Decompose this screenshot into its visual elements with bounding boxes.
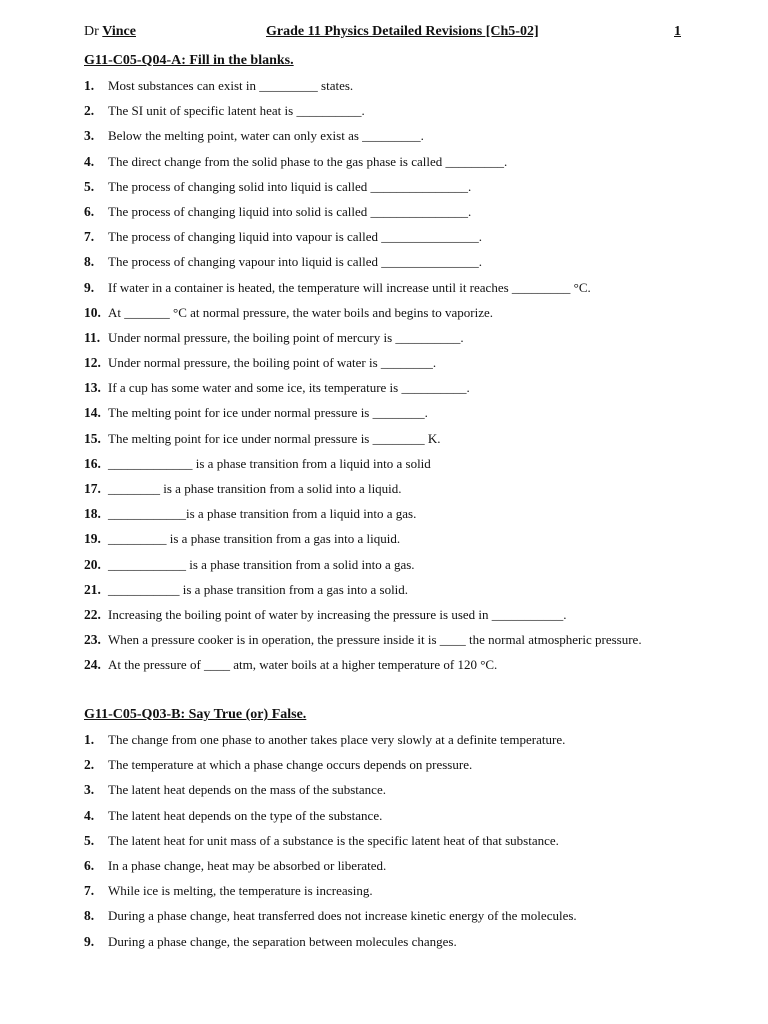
question-number: 5. bbox=[84, 832, 95, 848]
question-number: 4. bbox=[84, 807, 95, 823]
question-number: 24. bbox=[84, 657, 101, 673]
question-number: 6. bbox=[84, 857, 95, 873]
question-text: The process of changing vapour into liquid is called _______________. bbox=[108, 254, 483, 270]
question-item bbox=[84, 807, 724, 832]
question-text: In a phase change, heat may be absorbed or liberated. bbox=[108, 857, 387, 873]
question-item bbox=[84, 178, 724, 203]
author bbox=[84, 24, 136, 40]
question-text: The latent heat for unit mass of a substance is the specific latent heat of that substance. bbox=[108, 832, 559, 848]
question-number: 10. bbox=[84, 304, 101, 320]
fill-in-blanks-list bbox=[84, 77, 724, 682]
question-number: 18. bbox=[84, 506, 101, 522]
question-item bbox=[84, 581, 724, 606]
question-item bbox=[84, 77, 724, 102]
question-text: _________ is a phase transition from a gas into a liquid. bbox=[108, 531, 401, 547]
question-number: 14. bbox=[84, 405, 101, 421]
question-text: If water in a container is heated, the temperature will increase until it reaches _________ °C. bbox=[108, 279, 591, 295]
question-item bbox=[84, 731, 724, 756]
page-number: 1 bbox=[674, 24, 681, 39]
question-item bbox=[84, 430, 724, 455]
question-number: 17. bbox=[84, 481, 101, 496]
author-prefix: Dr bbox=[84, 24, 99, 39]
question-text: The latent heat depends on the type of the substance. bbox=[108, 807, 383, 823]
question-text: _____________ is a phase transition from a liquid into a solid bbox=[108, 455, 431, 471]
question-item bbox=[84, 882, 724, 907]
question-item bbox=[84, 480, 724, 505]
question-number: 2. bbox=[84, 757, 95, 773]
question-text: ____________is a phase transition from a liquid into a gas. bbox=[108, 506, 417, 522]
page-header bbox=[84, 24, 684, 46]
question-number: 21. bbox=[84, 581, 101, 597]
question-text: The change from one phase to another takes place very slowly at a definite temperature. bbox=[108, 732, 566, 747]
question-text: The temperature at which a phase change occurs depends on pressure. bbox=[108, 757, 473, 773]
question-text: ____________ is a phase transition from a solid into a gas. bbox=[108, 556, 415, 572]
true-false-list bbox=[84, 731, 724, 958]
author-name: Vince bbox=[102, 24, 136, 39]
question-item bbox=[84, 907, 724, 932]
question-number: 1. bbox=[84, 78, 95, 93]
question-text: ________ is a phase transition from a solid into a liquid. bbox=[108, 481, 402, 496]
question-text: The process of changing solid into liquid is called _______________. bbox=[108, 178, 472, 194]
question-item bbox=[84, 253, 724, 278]
question-number: 7. bbox=[84, 883, 95, 899]
question-text: At _______ °C at normal pressure, the water boils and begins to vaporize. bbox=[108, 304, 493, 320]
question-item bbox=[84, 354, 724, 379]
question-text: The latent heat depends on the mass of the substance. bbox=[108, 782, 386, 798]
question-item bbox=[84, 631, 724, 656]
document-title: Grade 11 Physics Detailed Revisions [Ch5-02] bbox=[266, 24, 539, 39]
question-item bbox=[84, 756, 724, 781]
question-item bbox=[84, 127, 724, 152]
question-number: 13. bbox=[84, 380, 101, 396]
question-item bbox=[84, 530, 724, 555]
question-text: Most substances can exist in _________ states. bbox=[108, 78, 354, 93]
question-item bbox=[84, 228, 724, 253]
question-number: 20. bbox=[84, 556, 101, 572]
question-number: 8. bbox=[84, 254, 95, 270]
question-item bbox=[84, 556, 724, 581]
question-text: During a phase change, heat transferred does not increase kinetic energy of the molecules. bbox=[108, 908, 577, 924]
question-item bbox=[84, 379, 724, 404]
question-item bbox=[84, 404, 724, 429]
question-item bbox=[84, 933, 724, 958]
question-item bbox=[84, 505, 724, 530]
section-a-title: G11-C05-Q04-A: Fill in the blanks. bbox=[84, 53, 294, 68]
question-item bbox=[84, 203, 724, 228]
question-text: The SI unit of specific latent heat is __________. bbox=[108, 103, 365, 119]
question-item bbox=[84, 832, 724, 857]
question-number: 1. bbox=[84, 732, 95, 747]
question-number: 15. bbox=[84, 430, 101, 446]
question-number: 19. bbox=[84, 531, 101, 547]
question-item bbox=[84, 329, 724, 354]
question-item bbox=[84, 102, 724, 127]
question-number: 12. bbox=[84, 355, 101, 371]
question-text: The melting point for ice under normal pressure is ________ K. bbox=[108, 430, 441, 446]
question-item bbox=[84, 606, 724, 631]
question-number: 22. bbox=[84, 606, 101, 622]
question-number: 3. bbox=[84, 128, 95, 144]
question-text: The melting point for ice under normal pressure is ________. bbox=[108, 405, 428, 421]
question-item bbox=[84, 857, 724, 882]
question-text: If a cup has some water and some ice, its temperature is __________. bbox=[108, 380, 470, 396]
question-item bbox=[84, 455, 724, 480]
question-text: While ice is melting, the temperature is increasing. bbox=[108, 883, 373, 899]
question-text: Under normal pressure, the boiling point of water is ________. bbox=[108, 355, 437, 371]
question-number: 8. bbox=[84, 908, 95, 924]
question-text: The direct change from the solid phase to the gas phase is called _________. bbox=[108, 153, 508, 169]
question-number: 3. bbox=[84, 782, 95, 798]
question-number: 9. bbox=[84, 279, 95, 295]
question-text: At the pressure of ____ atm, water boils at a higher temperature of 120 °C. bbox=[108, 657, 498, 673]
question-number: 23. bbox=[84, 632, 101, 648]
question-number: 5. bbox=[84, 178, 95, 194]
question-text: ___________ is a phase transition from a gas into a solid. bbox=[108, 581, 409, 597]
question-number: 6. bbox=[84, 203, 95, 219]
question-number: 2. bbox=[84, 103, 95, 119]
question-number: 9. bbox=[84, 933, 95, 949]
question-text: Under normal pressure, the boiling point of mercury is __________. bbox=[108, 329, 464, 345]
question-number: 4. bbox=[84, 153, 95, 169]
section-b-title: G11-C05-Q03-B: Say True (or) False. bbox=[84, 707, 307, 722]
question-item bbox=[84, 279, 724, 304]
question-item bbox=[84, 153, 724, 178]
question-item bbox=[84, 656, 724, 681]
question-text: The process of changing liquid into vapour is called _______________. bbox=[108, 229, 483, 245]
question-number: 11. bbox=[84, 329, 101, 345]
question-number: 16. bbox=[84, 455, 101, 471]
question-text: The process of changing liquid into solid is called _______________. bbox=[108, 203, 472, 219]
question-text: Increasing the boiling point of water by increasing the pressure is used in ___________. bbox=[108, 606, 567, 622]
question-text: Below the melting point, water can only exist as _________. bbox=[108, 128, 424, 144]
question-number: 7. bbox=[84, 229, 95, 245]
question-item bbox=[84, 781, 724, 806]
question-text: During a phase change, the separation between molecules changes. bbox=[108, 933, 457, 949]
question-text: When a pressure cooker is in operation, the pressure inside it is ____ the normal atmospheric pressure. bbox=[108, 632, 642, 648]
question-item bbox=[84, 304, 724, 329]
